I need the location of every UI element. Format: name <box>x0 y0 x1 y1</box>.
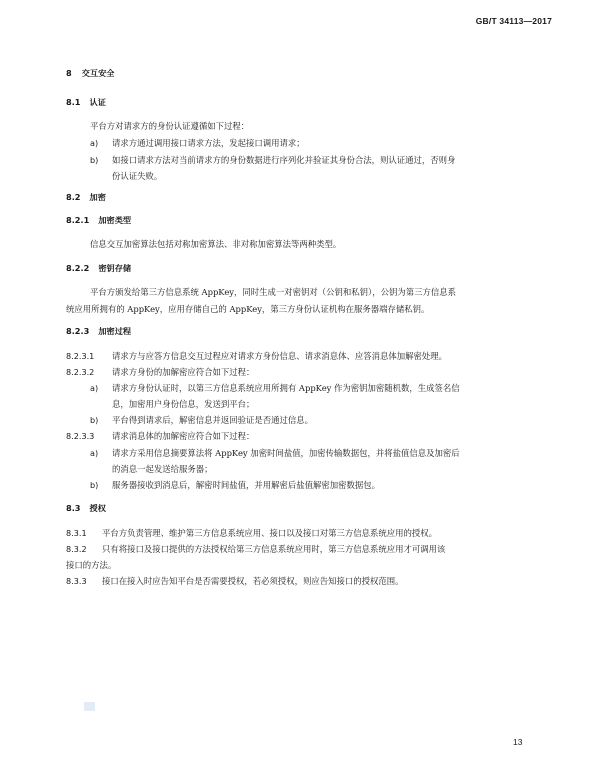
list-text: 请求方采用信息摘要算法将 AppKey 加密时间盐值，加密传输数据包，并将盐值信息及加密后 <box>112 448 460 458</box>
clause-text: 请求方与应答方信息交互过程应对请求方身份信息、请求消息体、应答消息体加解密处理。 <box>112 351 447 361</box>
list-item <box>90 414 313 426</box>
list-marker: b) <box>90 415 99 425</box>
section-title: 密钥存储 <box>98 263 132 273</box>
section-number: 8.3 <box>66 503 81 513</box>
section-8-1-heading <box>66 97 106 108</box>
clause-number: 8.3.1 <box>66 528 87 538</box>
section-number: 8.2.3 <box>66 326 90 336</box>
list-text-continuation: 份认证失败。 <box>112 171 163 181</box>
clause-text: 请求方身份的加解密应符合如下过程： <box>112 367 255 377</box>
list-marker: a) <box>90 138 99 148</box>
section-title: 认证 <box>89 97 106 107</box>
list-item <box>90 137 305 149</box>
clause-text-continuation: 接口的方法。 <box>66 560 117 570</box>
section-number: 8.1 <box>66 97 81 107</box>
watermark-stamp-icon <box>84 702 95 711</box>
clause-text: 接口在接入时应告知平台是否需要授权，若必须授权，则应告知接口的授权范围。 <box>102 576 404 586</box>
section-title: 加密 <box>89 192 106 202</box>
section-title: 加密类型 <box>98 215 132 225</box>
clause-text: 请求消息体的加解密应符合如下过程： <box>112 431 255 441</box>
list-marker: b) <box>90 480 99 490</box>
clause-number: 8.3.2 <box>66 544 87 554</box>
standard-code: GB/T 34113—2017 <box>475 16 552 26</box>
list-text-continuation: 息，加密用户身份信息，发送到平台； <box>112 399 255 409</box>
list-item <box>90 382 460 394</box>
section-8-2-3-heading <box>66 326 131 337</box>
clause-8-2-3-2 <box>66 366 254 378</box>
section-number: 8.2.1 <box>66 215 90 225</box>
clause-number: 8.2.3.2 <box>66 367 95 377</box>
section-8-2-2-heading <box>66 263 131 274</box>
list-marker: a) <box>90 448 99 458</box>
list-item <box>90 479 380 491</box>
section-8-heading <box>66 68 114 79</box>
list-marker: a) <box>90 383 99 393</box>
section-8-3-heading <box>66 503 106 514</box>
section-title: 交互安全 <box>81 68 115 78</box>
clause-8-3-1 <box>66 527 437 539</box>
paragraph: 平台方对请求方的身份认证遵循如下过程： <box>90 121 250 131</box>
section-number: 8.2.2 <box>66 263 90 273</box>
page-number: 13 <box>513 737 523 747</box>
section-8-2-heading <box>66 192 106 203</box>
section-number: 8.2 <box>66 192 81 202</box>
section-8-2-1-heading <box>66 215 131 226</box>
clause-8-3-2 <box>66 543 445 555</box>
clause-8-3-3 <box>66 575 404 587</box>
list-item <box>90 447 460 459</box>
clause-text: 平台方负责管理、维护第三方信息系统应用、接口以及接口对第三方信息系统应用的授权。 <box>102 528 437 538</box>
clause-number: 8.2.3.3 <box>66 431 95 441</box>
paragraph: 平台方颁发给第三方信息系统 AppKey，同时生成一对密钥对（公钥和私钥），公钥为第三方信息系 <box>90 287 456 297</box>
list-text: 请求方身份认证时，以第三方信息系统应用所拥有 AppKey 作为密钥加密随机数，生成签名信 <box>112 383 460 393</box>
list-marker: b) <box>90 155 99 165</box>
clause-number: 8.3.3 <box>66 576 87 586</box>
clause-number: 8.2.3.1 <box>66 351 95 361</box>
section-title: 加密过程 <box>98 326 132 336</box>
paragraph: 信息交互加密算法包括对称加密算法、非对称加密算法等两种类型。 <box>90 239 342 249</box>
list-text: 平台得到请求后，解密信息并返回验证是否通过信息。 <box>112 415 313 425</box>
section-title: 授权 <box>89 503 106 513</box>
clause-text: 只有将接口及接口提供的方法授权给第三方信息系统应用时，第三方信息系统应用才可调用该 <box>102 544 446 554</box>
paragraph-continuation: 统应用所拥有的 AppKey，应用存储自己的 AppKey，第三方身份认证机构在服务器端存储私钥。 <box>66 304 430 314</box>
section-number: 8 <box>66 68 72 78</box>
list-text-continuation: 的消息一起发送给服务器； <box>112 464 213 474</box>
clause-8-2-3-3 <box>66 430 254 442</box>
list-text: 如接口请求方法对当前请求方的身份数据进行序列化并验证其身份合法，则认证通过，否则身 <box>112 155 456 165</box>
list-text: 服务器接收到消息后，解密时间盐值，并用解密后盐值解密加密数据包。 <box>112 480 380 490</box>
clause-8-2-3-1 <box>66 350 447 362</box>
list-text: 请求方通过调用接口请求方法，发起接口调用请求； <box>112 138 305 148</box>
list-item <box>90 154 455 166</box>
